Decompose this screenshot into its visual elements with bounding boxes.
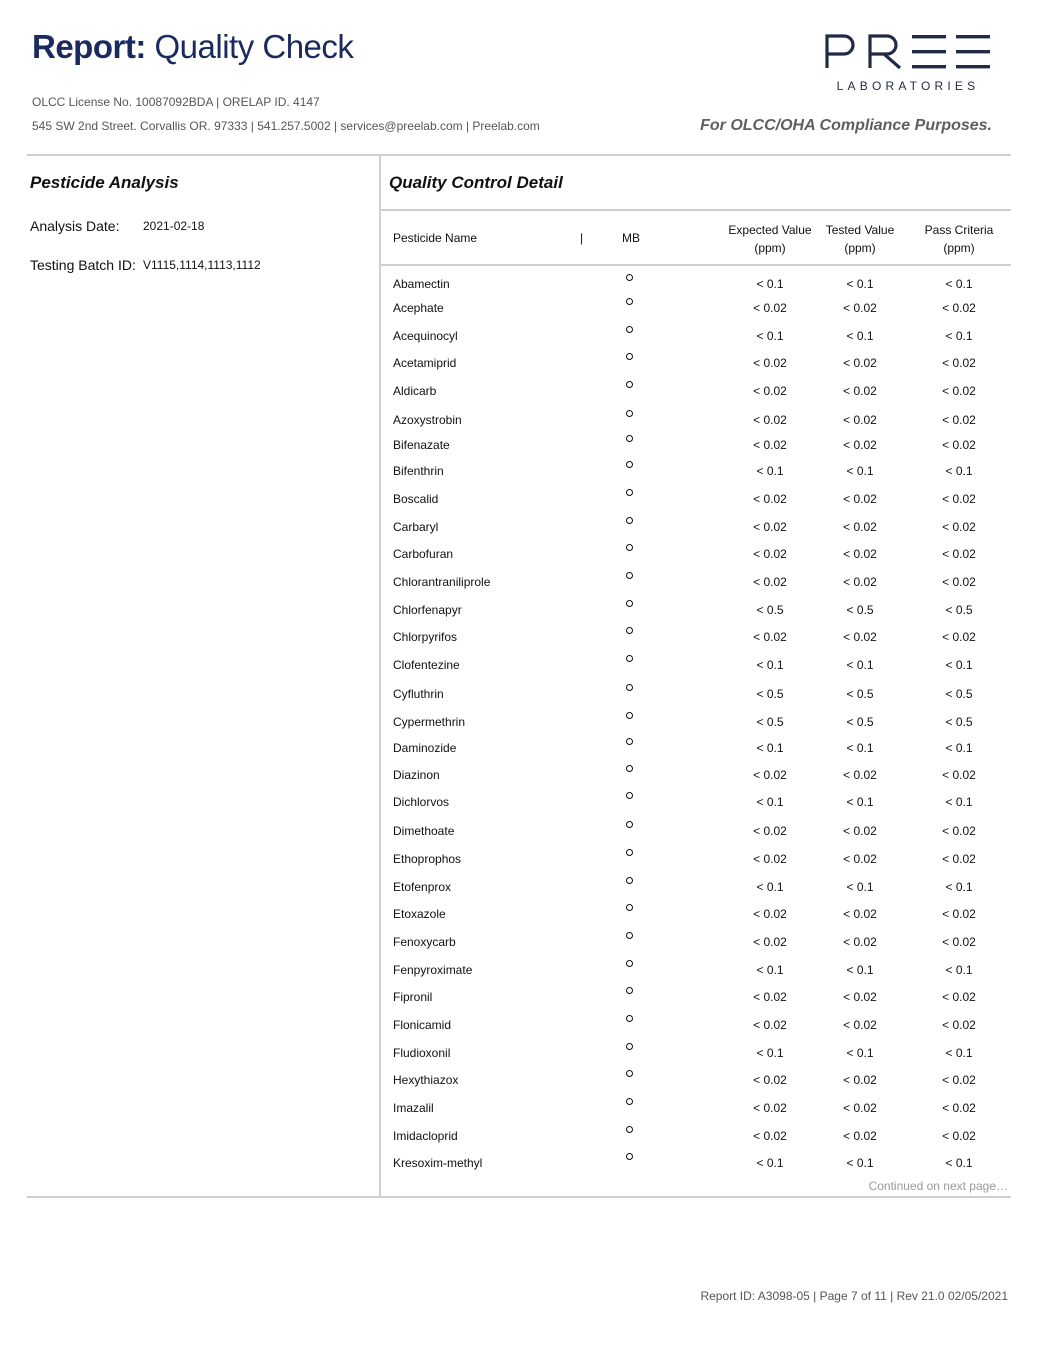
top-divider bbox=[27, 154, 1011, 156]
expected-value: < 0.02 bbox=[753, 1129, 787, 1143]
report-footer: Report ID: A3098-05 | Page 7 of 11 | Rev 21.0 02/05/2021 bbox=[700, 1289, 1008, 1303]
tested-value: < 0.02 bbox=[843, 630, 877, 644]
mb-circle-icon bbox=[626, 435, 636, 445]
pass-criteria: < 0.02 bbox=[942, 935, 976, 949]
expected-value: < 0.1 bbox=[756, 464, 784, 478]
mb-ring bbox=[626, 792, 633, 799]
expected-value: < 0.02 bbox=[753, 1101, 787, 1115]
pesticide-name: Diazinon bbox=[393, 768, 440, 782]
tested-value: < 0.02 bbox=[843, 1018, 877, 1032]
expected-value: < 0.02 bbox=[753, 547, 787, 561]
pass-criteria: < 0.02 bbox=[942, 413, 976, 427]
mb-ring bbox=[626, 544, 633, 551]
expected-value: < 0.5 bbox=[756, 715, 784, 729]
mb-ring bbox=[626, 849, 633, 856]
table-row bbox=[381, 654, 1011, 680]
column-header-expected bbox=[725, 221, 815, 257]
pass-criteria: < 0.02 bbox=[942, 1018, 976, 1032]
pass-criteria: < 0.02 bbox=[942, 852, 976, 866]
pesticide-name: Acephate bbox=[393, 301, 444, 315]
pass-criteria: < 0.02 bbox=[942, 384, 976, 398]
expected-value: < 0.02 bbox=[753, 630, 787, 644]
mb-ring bbox=[626, 932, 633, 939]
column-header-expected-line1: Expected Value bbox=[728, 223, 812, 237]
pesticide-name: Chlorfenapyr bbox=[393, 603, 462, 617]
tested-value: < 0.1 bbox=[846, 963, 874, 977]
address-line: 545 SW 2nd Street. Corvallis OR. 97333 | 541.257.5002 | services@preelab.com | Preelab.com bbox=[32, 119, 540, 133]
mb-ring bbox=[626, 987, 633, 994]
column-header-criteria-line2: (ppm) bbox=[943, 241, 975, 255]
pesticide-name: Carbofuran bbox=[393, 547, 454, 561]
mb-circle-icon bbox=[626, 877, 636, 887]
expected-value: < 0.1 bbox=[756, 963, 784, 977]
compliance-note: For OLCC/OHA Compliance Purposes. bbox=[700, 117, 992, 134]
tested-value: < 0.5 bbox=[846, 603, 874, 617]
pesticide-name: Boscalid bbox=[393, 492, 439, 506]
table-row bbox=[381, 1097, 1011, 1123]
pesticide-name: Daminozide bbox=[393, 741, 457, 755]
tested-value: < 0.02 bbox=[843, 768, 877, 782]
table-row bbox=[381, 711, 1011, 737]
pass-criteria: < 0.5 bbox=[945, 715, 973, 729]
pass-criteria: < 0.02 bbox=[942, 520, 976, 534]
pesticide-name: Fenoxycarb bbox=[393, 935, 456, 949]
pass-criteria: < 0.02 bbox=[942, 630, 976, 644]
mb-circle-icon bbox=[626, 1015, 636, 1025]
pesticide-name: Dimethoate bbox=[393, 824, 455, 838]
tested-value: < 0.02 bbox=[843, 852, 877, 866]
tested-value: < 0.1 bbox=[846, 329, 874, 343]
expected-value: < 0.02 bbox=[753, 301, 787, 315]
mb-ring bbox=[626, 1043, 633, 1050]
expected-value: < 0.02 bbox=[753, 356, 787, 370]
tested-value: < 0.02 bbox=[843, 990, 877, 1004]
expected-value: < 0.02 bbox=[753, 935, 787, 949]
column-header-separator: | bbox=[580, 231, 584, 245]
column-header-criteria-line1: Pass Criteria bbox=[924, 223, 994, 237]
mb-circle-icon bbox=[626, 410, 636, 420]
qc-detail-title: Quality Control Detail bbox=[389, 173, 563, 192]
tested-value: < 0.02 bbox=[843, 1101, 877, 1115]
mb-circle-icon bbox=[626, 461, 636, 471]
analysis-date-label: Analysis Date: bbox=[30, 218, 120, 234]
pass-criteria: < 0.02 bbox=[942, 301, 976, 315]
tested-value: < 0.02 bbox=[843, 1129, 877, 1143]
pree-laboratories-logo bbox=[822, 32, 994, 94]
pesticide-name: Bifenazate bbox=[393, 438, 450, 452]
pass-criteria: < 0.1 bbox=[945, 658, 973, 672]
column-header-mb: MB bbox=[622, 231, 640, 245]
mb-ring bbox=[626, 435, 633, 442]
mb-circle-icon bbox=[626, 821, 636, 831]
pesticide-name: Acetamiprid bbox=[393, 356, 457, 370]
mb-ring bbox=[626, 353, 633, 360]
expected-value: < 0.02 bbox=[753, 575, 787, 589]
mb-circle-icon bbox=[626, 1043, 636, 1053]
pesticide-name: Imidacloprid bbox=[393, 1129, 458, 1143]
pesticide-name: Cypermethrin bbox=[393, 715, 466, 729]
tested-value: < 0.5 bbox=[846, 715, 874, 729]
expected-value: < 0.5 bbox=[756, 603, 784, 617]
pass-criteria: < 0.5 bbox=[945, 687, 973, 701]
pass-criteria: < 0.02 bbox=[942, 547, 976, 561]
pesticide-name: Fenpyroximate bbox=[393, 963, 473, 977]
table-row bbox=[381, 1042, 1011, 1068]
mb-ring bbox=[626, 1015, 633, 1022]
continued-note: Continued on next page… bbox=[868, 1179, 1008, 1193]
tested-value: < 0.02 bbox=[843, 1073, 877, 1087]
mb-circle-icon bbox=[626, 517, 636, 527]
column-header-name: Pesticide Name bbox=[393, 231, 478, 245]
license-line: OLCC License No. 10087092BDA | ORELAP ID. 4147 bbox=[32, 95, 320, 109]
pass-criteria: < 0.1 bbox=[945, 963, 973, 977]
table-row bbox=[381, 931, 1011, 957]
mb-ring bbox=[626, 461, 633, 468]
report-title bbox=[32, 28, 353, 66]
expected-value: < 0.1 bbox=[756, 1046, 784, 1060]
pass-criteria: < 0.1 bbox=[945, 329, 973, 343]
table-row bbox=[381, 599, 1011, 625]
column-header-tested bbox=[815, 221, 905, 257]
pass-criteria: < 0.02 bbox=[942, 1129, 976, 1143]
table-row bbox=[381, 325, 1011, 351]
table-row bbox=[381, 683, 1011, 709]
mb-ring bbox=[626, 904, 633, 911]
pass-criteria: < 0.1 bbox=[945, 464, 973, 478]
table-row bbox=[381, 848, 1011, 874]
mb-ring bbox=[626, 517, 633, 524]
expected-value: < 0.1 bbox=[756, 741, 784, 755]
expected-value: < 0.1 bbox=[756, 329, 784, 343]
tested-value: < 0.1 bbox=[846, 741, 874, 755]
mb-circle-icon bbox=[626, 489, 636, 499]
mb-circle-icon bbox=[626, 1153, 636, 1163]
expected-value: < 0.02 bbox=[753, 907, 787, 921]
tested-value: < 0.02 bbox=[843, 907, 877, 921]
expected-value: < 0.02 bbox=[753, 1073, 787, 1087]
table-row bbox=[381, 571, 1011, 597]
batch-id-value: V1115,1114,1113,1112 bbox=[143, 258, 261, 272]
pass-criteria: < 0.02 bbox=[942, 1073, 976, 1087]
qc-header-divider bbox=[381, 264, 1011, 266]
table-row bbox=[381, 543, 1011, 569]
table-row bbox=[381, 297, 1011, 323]
mb-circle-icon bbox=[626, 904, 636, 914]
mb-ring bbox=[626, 765, 633, 772]
expected-value: < 0.5 bbox=[756, 687, 784, 701]
mb-ring bbox=[626, 738, 633, 745]
analysis-date-value: 2021-02-18 bbox=[143, 219, 205, 233]
pesticide-name: Abamectin bbox=[393, 277, 450, 291]
mb-circle-icon bbox=[626, 765, 636, 775]
mb-circle-icon bbox=[626, 353, 636, 363]
mb-circle-icon bbox=[626, 627, 636, 637]
expected-value: < 0.02 bbox=[753, 768, 787, 782]
expected-value: < 0.02 bbox=[753, 492, 787, 506]
mb-circle-icon bbox=[626, 600, 636, 610]
expected-value: < 0.02 bbox=[753, 852, 787, 866]
mb-circle-icon bbox=[626, 932, 636, 942]
mb-ring bbox=[626, 381, 633, 388]
expected-value: < 0.1 bbox=[756, 880, 784, 894]
tested-value: < 0.02 bbox=[843, 492, 877, 506]
mb-circle-icon bbox=[626, 738, 636, 748]
mb-ring bbox=[626, 600, 633, 607]
pesticide-name: Kresoxim-methyl bbox=[393, 1156, 483, 1170]
table-row bbox=[381, 380, 1011, 406]
tested-value: < 0.02 bbox=[843, 438, 877, 452]
table-row bbox=[381, 273, 1011, 299]
table-row bbox=[381, 1125, 1011, 1151]
tested-value: < 0.02 bbox=[843, 301, 877, 315]
pesticide-name: Fludioxonil bbox=[393, 1046, 451, 1060]
mb-circle-icon bbox=[626, 987, 636, 997]
mb-circle-icon bbox=[626, 849, 636, 859]
pesticide-name: Fipronil bbox=[393, 990, 433, 1004]
expected-value: < 0.02 bbox=[753, 990, 787, 1004]
table-row bbox=[381, 434, 1011, 460]
mb-circle-icon bbox=[626, 792, 636, 802]
mb-circle-icon bbox=[626, 1126, 636, 1136]
pesticide-name: Chlorpyrifos bbox=[393, 630, 458, 644]
table-row bbox=[381, 764, 1011, 790]
batch-id-label: Testing Batch ID: bbox=[30, 257, 136, 273]
mb-ring bbox=[626, 326, 633, 333]
pesticide-analysis-title: Pesticide Analysis bbox=[30, 173, 179, 192]
mb-ring bbox=[626, 572, 633, 579]
report-title-rest: Quality Check bbox=[154, 28, 354, 65]
expected-value: < 0.02 bbox=[753, 1018, 787, 1032]
tested-value: < 0.1 bbox=[846, 658, 874, 672]
mb-ring bbox=[626, 1098, 633, 1105]
expected-value: < 0.02 bbox=[753, 438, 787, 452]
report-title-bold: Report: bbox=[32, 28, 146, 65]
pass-criteria: < 0.02 bbox=[942, 768, 976, 782]
pass-criteria: < 0.02 bbox=[942, 990, 976, 1004]
mb-circle-icon bbox=[626, 1070, 636, 1080]
mb-ring bbox=[626, 489, 633, 496]
table-row bbox=[381, 959, 1011, 985]
pesticide-name: Ethoprophos bbox=[393, 852, 462, 866]
tested-value: < 0.1 bbox=[846, 1046, 874, 1060]
table-row bbox=[381, 1069, 1011, 1095]
mb-ring bbox=[626, 274, 633, 281]
mb-ring bbox=[626, 1126, 633, 1133]
pass-criteria: < 0.02 bbox=[942, 492, 976, 506]
pesticide-name: Carbaryl bbox=[393, 520, 439, 534]
pass-criteria: < 0.1 bbox=[945, 880, 973, 894]
table-row bbox=[381, 986, 1011, 1012]
mb-ring bbox=[626, 821, 633, 828]
pass-criteria: < 0.02 bbox=[942, 575, 976, 589]
mb-circle-icon bbox=[626, 298, 636, 308]
expected-value: < 0.02 bbox=[753, 413, 787, 427]
mb-circle-icon bbox=[626, 572, 636, 582]
pesticide-name: Azoxystrobin bbox=[393, 413, 462, 427]
pass-criteria: < 0.1 bbox=[945, 1156, 973, 1170]
tested-value: < 0.5 bbox=[846, 687, 874, 701]
pass-criteria: < 0.1 bbox=[945, 1046, 973, 1060]
tested-value: < 0.1 bbox=[846, 464, 874, 478]
expected-value: < 0.1 bbox=[756, 795, 784, 809]
table-row bbox=[381, 626, 1011, 652]
pesticide-name: Chlorantraniliprole bbox=[393, 575, 491, 589]
tested-value: < 0.02 bbox=[843, 547, 877, 561]
pesticide-name: Etofenprox bbox=[393, 880, 452, 894]
tested-value: < 0.02 bbox=[843, 520, 877, 534]
mb-circle-icon bbox=[626, 712, 636, 722]
tested-value: < 0.02 bbox=[843, 384, 877, 398]
table-row bbox=[381, 352, 1011, 378]
mb-ring bbox=[626, 684, 633, 691]
table-row bbox=[381, 488, 1011, 514]
qc-title-divider bbox=[381, 209, 1011, 211]
pesticide-name: Clofentezine bbox=[393, 658, 460, 672]
expected-value: < 0.02 bbox=[753, 824, 787, 838]
pass-criteria: < 0.1 bbox=[945, 795, 973, 809]
mb-circle-icon bbox=[626, 1098, 636, 1108]
pesticide-name: Etoxazole bbox=[393, 907, 446, 921]
tested-value: < 0.1 bbox=[846, 880, 874, 894]
pass-criteria: < 0.1 bbox=[945, 277, 973, 291]
mb-circle-icon bbox=[626, 381, 636, 391]
pesticide-name: Imazalil bbox=[393, 1101, 434, 1115]
mb-circle-icon bbox=[626, 326, 636, 336]
pesticide-name: Aldicarb bbox=[393, 384, 437, 398]
expected-value: < 0.1 bbox=[756, 277, 784, 291]
tested-value: < 0.1 bbox=[846, 1156, 874, 1170]
table-row bbox=[381, 876, 1011, 902]
table-row bbox=[381, 820, 1011, 846]
pesticide-name: Dichlorvos bbox=[393, 795, 450, 809]
column-header-tested-line2: (ppm) bbox=[844, 241, 876, 255]
column-header-expected-line2: (ppm) bbox=[754, 241, 786, 255]
mb-ring bbox=[626, 410, 633, 417]
mb-ring bbox=[626, 877, 633, 884]
expected-value: < 0.1 bbox=[756, 658, 784, 672]
pesticide-name: Acequinocyl bbox=[393, 329, 458, 343]
table-row bbox=[381, 903, 1011, 929]
mb-ring bbox=[626, 1153, 633, 1160]
mb-ring bbox=[626, 1070, 633, 1077]
mb-ring bbox=[626, 960, 633, 967]
table-row bbox=[381, 791, 1011, 817]
mb-ring bbox=[626, 627, 633, 634]
table-row bbox=[381, 460, 1011, 486]
tested-value: < 0.02 bbox=[843, 575, 877, 589]
column-header-criteria bbox=[914, 221, 1004, 257]
logo-subtitle: LABORATORIES bbox=[836, 79, 980, 93]
mb-ring bbox=[626, 655, 633, 662]
mb-circle-icon bbox=[626, 274, 636, 284]
pass-criteria: < 0.02 bbox=[942, 438, 976, 452]
tested-value: < 0.1 bbox=[846, 795, 874, 809]
tested-value: < 0.02 bbox=[843, 413, 877, 427]
pass-criteria: < 0.02 bbox=[942, 907, 976, 921]
pesticide-name: Cyfluthrin bbox=[393, 687, 444, 701]
expected-value: < 0.1 bbox=[756, 1156, 784, 1170]
tested-value: < 0.1 bbox=[846, 277, 874, 291]
pass-criteria: < 0.02 bbox=[942, 1101, 976, 1115]
table-row bbox=[381, 409, 1011, 435]
expected-value: < 0.02 bbox=[753, 384, 787, 398]
bottom-divider bbox=[27, 1196, 1011, 1198]
mb-circle-icon bbox=[626, 960, 636, 970]
tested-value: < 0.02 bbox=[843, 356, 877, 370]
pass-criteria: < 0.1 bbox=[945, 741, 973, 755]
mb-circle-icon bbox=[626, 684, 636, 694]
pass-criteria: < 0.02 bbox=[942, 824, 976, 838]
column-header-tested-line1: Tested Value bbox=[825, 223, 895, 237]
table-row bbox=[381, 1014, 1011, 1040]
pass-criteria: < 0.02 bbox=[942, 356, 976, 370]
expected-value: < 0.02 bbox=[753, 520, 787, 534]
tested-value: < 0.02 bbox=[843, 824, 877, 838]
table-row bbox=[381, 737, 1011, 763]
pesticide-name: Flonicamid bbox=[393, 1018, 452, 1032]
pass-criteria: < 0.5 bbox=[945, 603, 973, 617]
pesticide-name: Hexythiazox bbox=[393, 1073, 459, 1087]
table-row bbox=[381, 1152, 1011, 1178]
tested-value: < 0.02 bbox=[843, 935, 877, 949]
pesticide-name: Bifenthrin bbox=[393, 464, 444, 478]
table-row bbox=[381, 516, 1011, 542]
mb-ring bbox=[626, 298, 633, 305]
mb-circle-icon bbox=[626, 655, 636, 665]
mb-ring bbox=[626, 712, 633, 719]
mb-circle-icon bbox=[626, 544, 636, 554]
